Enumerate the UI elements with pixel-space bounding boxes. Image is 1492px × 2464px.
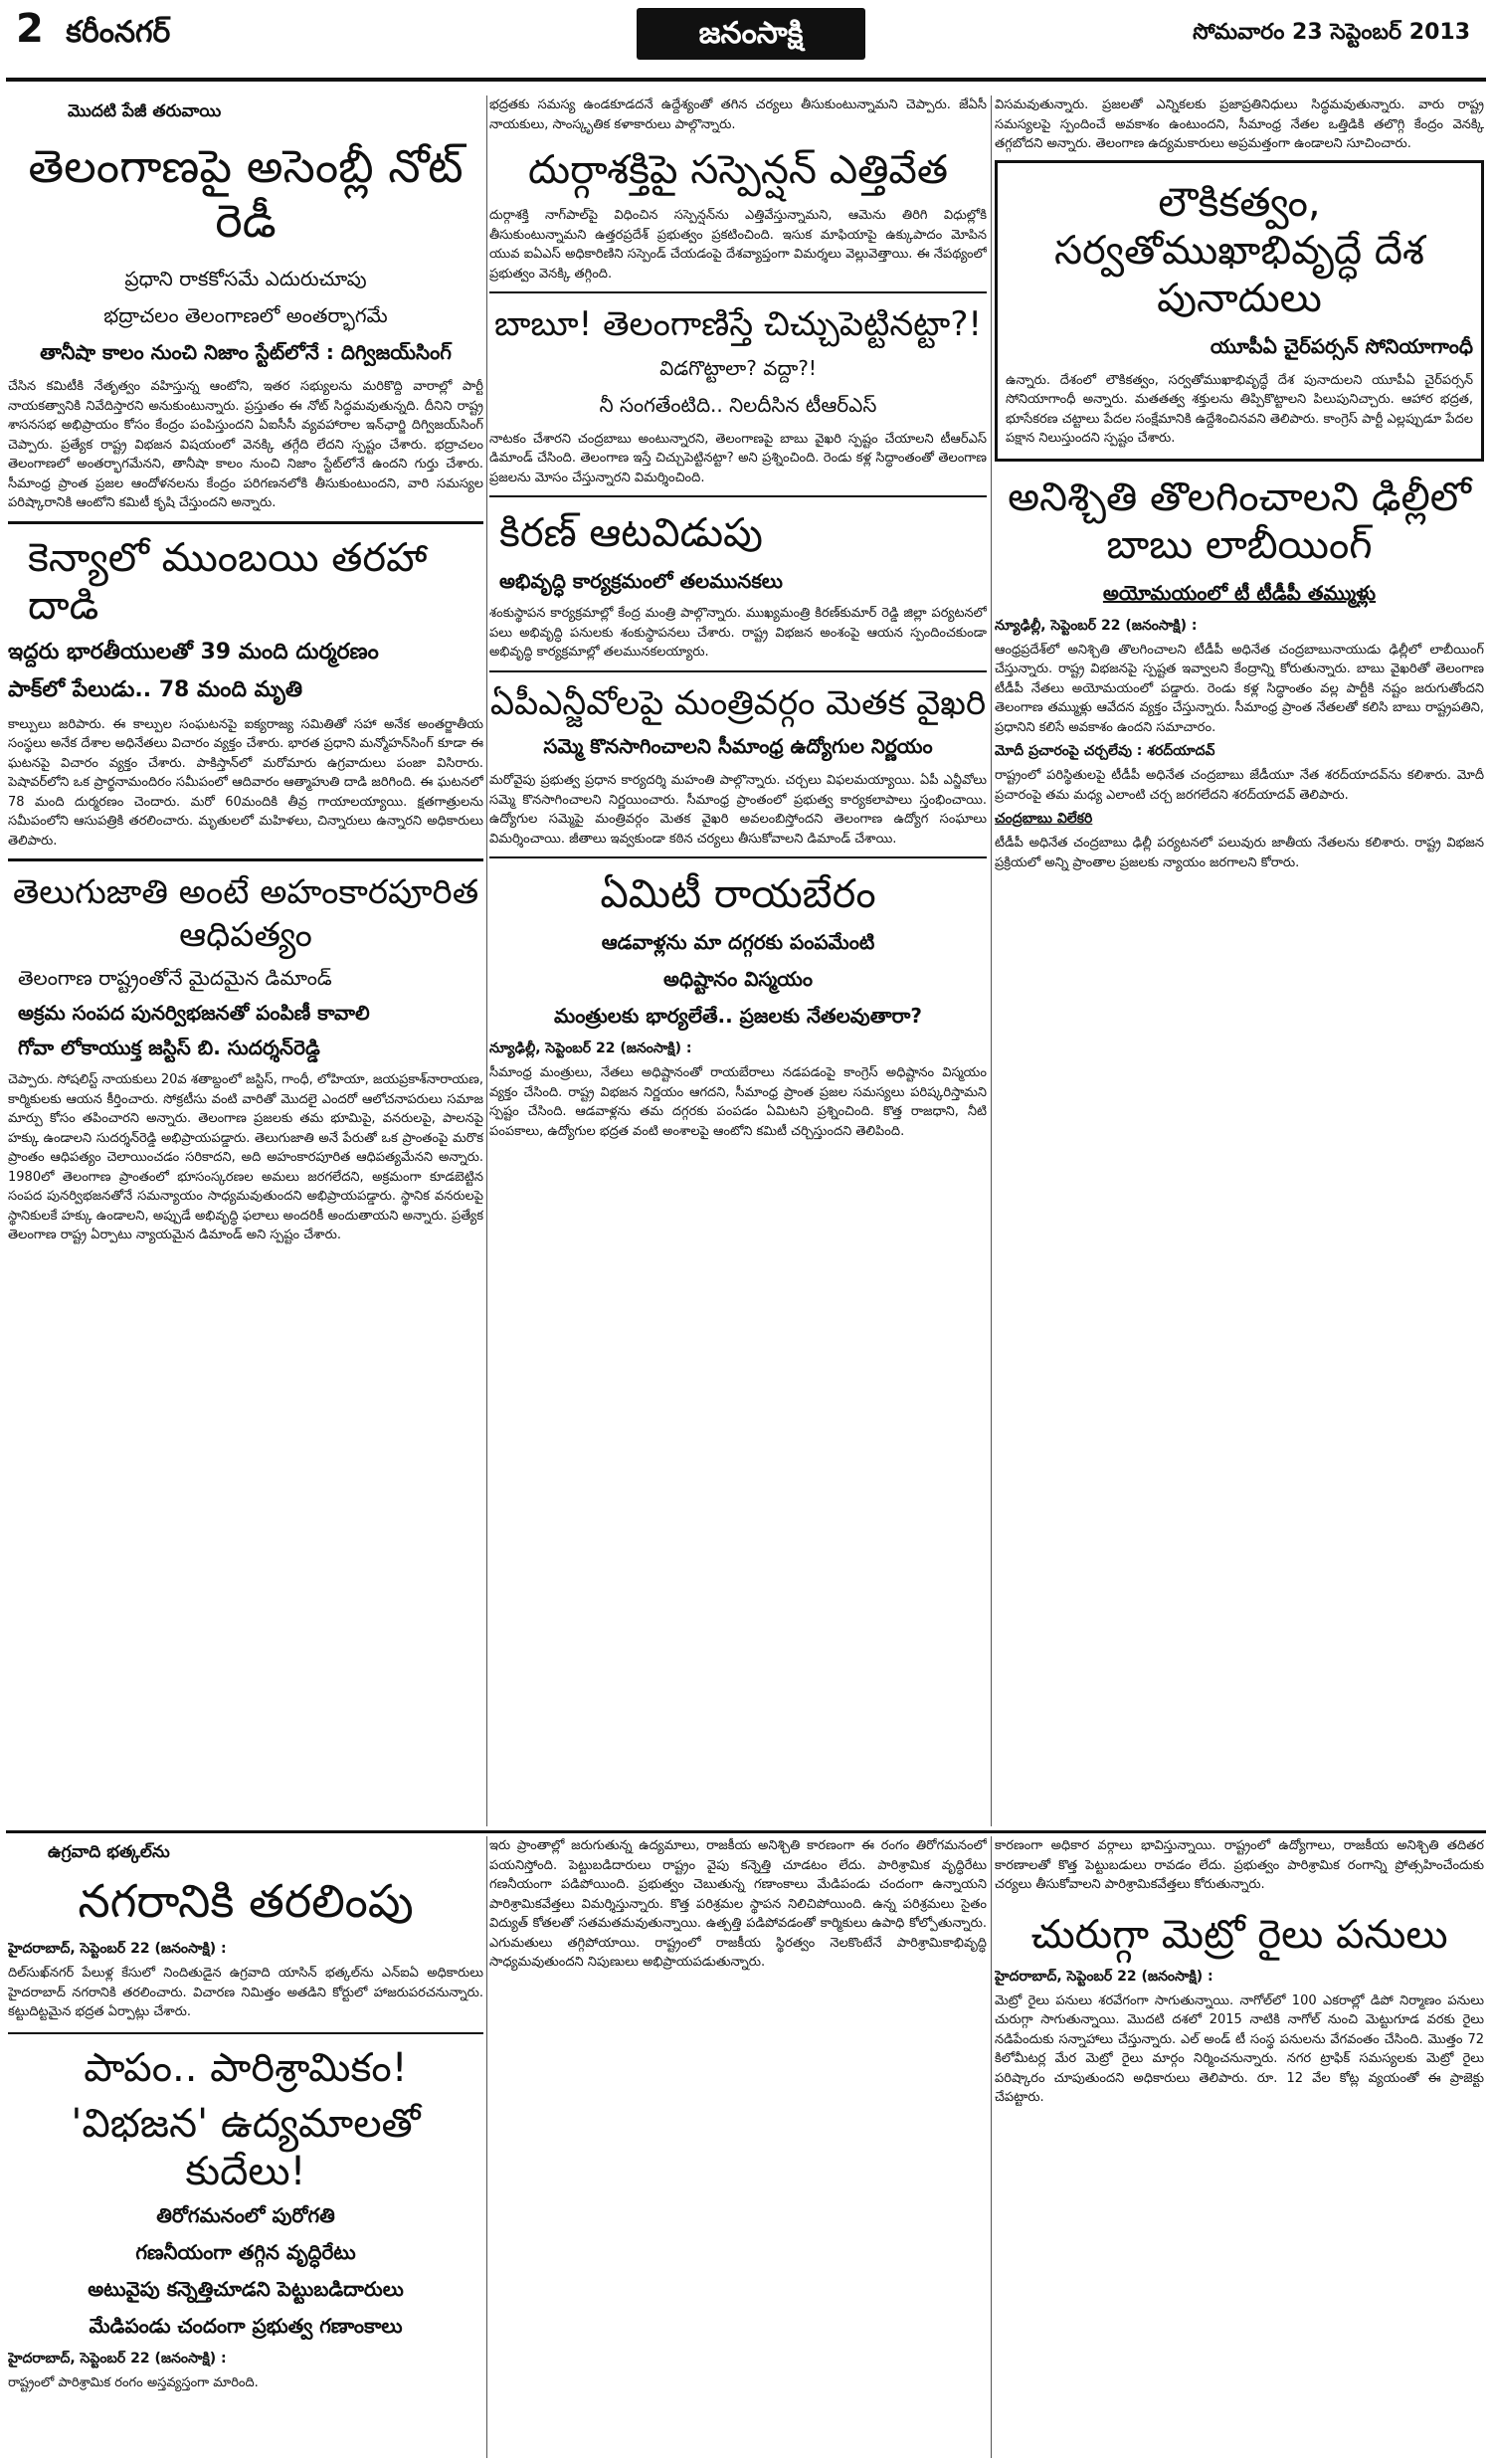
left-column [8, 95, 483, 1826]
article-body: మెట్రో రైలు పనులు శరవేగంగా సాగుతున్నాయి. నాగోల్‌లో 100 ఎకరాల్లో డిపో నిర్మాణం పనులు చురుగ్గా సాగుతున్నాయి. మొదటి దశలో 2015 నాటికి నాగోల్ నుంచి మెట్టుగూడ వరకు రైలు నడిపేందుకు సన్నాహాలు చేస్తున్నారు. ఎల్ అండ్ టీ సంస్థ పనులను వేగవంతం చేసింది. మొత్తం 72 కిలోమీటర్ల మేర మెట్రో రైలు మార్గం నిర్మించనున్నారు. నగర ట్రాఫిక్ సమస్యలకు మెట్రో రైలు పరిష్కారం చూపుతుందని అధికారులు తెలిపారు. రూ. 12 వేల కోట్ల వ్యయంతో ఈ ప్రాజెక్టు చేపట్టారు. [995, 1992, 1484, 2105]
article-body: కారణంగా అధికార వర్గాలు భావిస్తున్నాయి. రాష్ట్రంలో ఉద్యోగాలు, రాజకీయ అనిశ్చితి తదితర కారణాలతో కొత్త పెట్టుబడులు రావడం లేదు. ప్రభుత్వం పారిశ్రామిక రంగాన్ని ప్రోత్సహించేందుకు చర్యలు తీసుకోవాలని పారిశ్రామికవేత్తలు కోరుతున్నారు. [995, 1838, 1484, 1892]
article-body: సీమాంధ్ర మంత్రులు, నేతలు అధిష్టానంతో రాయబేరాలు నడపడంపై కాంగ్రెస్ అధిష్టానం విస్మయం వ్యక్తం చేసింది. రాష్ట్ర విభజన నిర్ణయం ఆగదని, సీమాంధ్ర ప్రాంత ప్రజల సమస్యలు పరిష్కరిస్తామని స్పష్టం చేసింది. ఆడవాళ్లను తమ దగ్గరకు పంపడం ఏమిటని ప్రశ్నించింది. కొత్త రాజధాని, నీటి పంపకాలు, ఉద్యోగుల భద్రత వంటి అంశాలపై ఆంటోని కమిటీ చర్చిస్తుందని తెలిపింది. [489, 1065, 987, 1139]
article-body: శంకుస్థాపన కార్యక్రమాల్లో కేంద్ర మంత్రి పాల్గొన్నారు. ముఖ్యమంత్రి కిరణ్‌కుమార్ రెడ్డి జిల్లా పర్యటనలో పలు అభివృద్ధి పనులకు శంకుస్థాపనలు చేశారు. రాష్ట్ర విభజన అంశంపై ఆయన స్పందించకుండా అభివృద్ధి కార్యక్రమాల్లో తలమునకలయ్యారు. [489, 606, 987, 660]
issue-date: సోమవారం 23 సెప్టెంబర్ 2013 [1193, 20, 1470, 45]
section-divider [6, 1830, 1486, 1833]
dateline: హైదరాబాద్, సెప్టెంబర్ 22 (జనంసాక్షి) : [8, 1941, 227, 1958]
article-body: కాల్పులు జరిపారు. ఈ కాల్పుల సంఘటనపై ఐక్యరాజ్య సమితితో సహా అనేక అంతర్జాతీయ సంస్థలు అనేక దేశాల అధినేతలు విచారం వ్యక్తం చేశారు. భారత ప్రధాని మన్మోహన్‌సింగ్ కూడా ఈ ఘటనపై విచారం వ్యక్తం చేశారు. పాకిస్తాన్‌లో మరోమారు ఉగ్రవాదులు పంజా విసిరారు. పెషావర్‌లోని ఒక ప్రార్థనామందిరం సమీపంలో ఆదివారం ఆత్మాహుతి దాడి జరిగింది. ఈ ఘటనలో 78 మంది దుర్మరణం చెందారు. మరో 60మందికి తీవ్ర గాయాలయ్యాయి. క్షతగాత్రులను సమీపంలోని ఆసుపత్రికి తరలించారు. మృతులలో మహిళలు, చిన్నారులు ఉన్నారని అధికారులు తెలిపారు. [8, 716, 483, 849]
headline: బాబూ! తెలంగాణిస్తే చిచ్చుపెట్టినట్టా?! [493, 304, 983, 344]
headline: చురుగ్గా మెట్రో రైలు పనులు [1030, 1911, 1448, 1958]
subheadline: తానీషా కాలం నుంచి నిజాం స్టేట్‌లోనే : దిగ్విజయ్‌సింగ్ [40, 340, 452, 365]
masthead [0, 0, 1492, 86]
headline: తెలంగాణపై అసెంబ్లీ నోట్ రెడీ [28, 139, 464, 249]
column-divider [991, 1836, 992, 2458]
dateline: హైదరాబాద్, సెప్టెంబర్ 22 (జనంసాక్షి) : [995, 1968, 1213, 1985]
article-body: ఉన్నారు. దేశంలో లౌకికత్వం, సర్వతోముఖాభివృద్ధే దేశ పునాదులని యూపీఏ చైర్‌పర్సన్ సోనియాగాంధీ అన్నారు. మతతత్వ శక్తులను తిప్పికొట్టాలని పిలుపునిచ్చారు. ఆహార భద్రత, భూసేకరణ చట్టాలు పేదల సంక్షేమానికి ఉద్దేశించినవని తెలిపారు. కాంగ్రెస్ పార్టీ ఎల్లప్పుడూ పేదల పక్షాన నిలుస్తుందని స్పష్టం చేశారు. [1006, 372, 1473, 446]
headline: కిరణ్ ఆటవిడుపు [499, 510, 763, 556]
article-body: టీడీపీ అధినేత చంద్రబాబు ఢిల్లీ పర్యటనలో పలువురు జాతీయ నేతలను కలిశారు. రాష్ట్ర విభజన ప్రక్రియలో అన్ని ప్రాంతాల ప్రజలకు న్యాయం జరగాలని కోరారు. [995, 836, 1484, 870]
headline: నగరానికి తరలింపు [78, 1874, 414, 1928]
headline: అనిశ్చితి తొలగించాలని ఢిల్లీలో బాబు లాబీయింగ్ [1008, 474, 1471, 568]
kicker: ఉగ్రవాది భత్కల్‌ను [48, 1842, 170, 1862]
paper-logo: జనంసాక్షి [637, 8, 865, 60]
headline: కెన్యాలో ముంబయి తరహా దాడి [28, 534, 428, 629]
top-rule [6, 78, 1486, 82]
subheadline: మేడిపండు చందంగా ప్రభుత్వ గణాంకాలు [89, 2313, 403, 2338]
dateline: హైదరాబాద్, సెప్టెంబర్ 22 (జనంసాక్షి) : [8, 2350, 227, 2367]
subheadline: విడగొట్టాలా? వద్దా?! [659, 355, 817, 380]
article-body: చేసిన కమిటీకి నేతృత్వం వహిస్తున్న ఆంటోని, ఇతర సభ్యులను మరికొద్ది వారాల్లో పార్టీ నాయకత్వానికి నివేదిస్తారని అనుకుంటున్నారు. ప్రస్తుతం ఈ నోట్ సిద్ధమవుతున్నది. దీనిని రాష్ట్ర శాసనసభ అభిప్రాయం కోసం కేంద్రం పంపిస్తుందని ఏఐసీసీ వ్యవహారాల ఇన్‌ఛార్జి దిగ్విజయ్‌సింగ్ చెప్పారు. ప్రత్యేక రాష్ట్ర విభజన విషయంలో వెనక్కి తగ్గేది లేదని స్పష్టం చేశారు. భద్రాచలం తెలంగాణలో అంతర్భాగమేనని, తానీషా కాలం నుంచి నిజాం స్టేట్‌లోనే ఉందని గుర్తు చేశారు. సీమాంధ్ర ప్రాంత ప్రజల ఆందోళనలను కేంద్రం పరిగణనలోకి తీసుకుంటుందని, వారి సమస్యల పరిష్కారానికి ఆంటోని కమిటీ కృషి చేస్తుందని అన్నారు. [8, 379, 483, 511]
article-divider [8, 858, 483, 861]
subheadline: అభివృద్ధి కార్యక్రమంలో తలమునకలు [499, 569, 783, 593]
article-body: నాటకం చేశారని చంద్రబాబు అంటున్నారని, తెలంగాణపై బాబు వైఖరి స్పష్టం చేయాలని టీఆర్ఎస్ డిమాండ్ చేసింది. తెలంగాణ ఇస్తే చిచ్చుపెట్టినట్టా? అని ప్రశ్నించింది. రెండు కళ్ల సిద్ధాంతంతో తెలంగాణ ప్రజలను మోసం చేస్తున్నారని విమర్శించింది. [489, 431, 987, 485]
headline: దుర్గాశక్తిపై సస్పెన్షన్ ఎత్తివేత [528, 147, 948, 193]
article-divider [489, 856, 987, 858]
dateline: న్యూఢిల్లీ, సెప్టెంబర్ 22 (జనంసాక్షి) : [995, 617, 1198, 634]
subheadline: తిరోగమనంలో పురోగతి [156, 2202, 335, 2227]
subheadline: యూపీఏ చైర్‌పర్సన్ సోనియాగాంధీ [1210, 333, 1473, 358]
page-header-left [16, 6, 170, 57]
headline: పాపం.. పారిశ్రామికం! [84, 2044, 408, 2091]
dateline: న్యూఢిల్లీ, సెప్టెంబర్ 22 (జనంసాక్షి) : [489, 1041, 692, 1056]
subheadline: సమ్మె కొనసాగించాలని సీమాంధ్ర ఉద్యోగుల నిర్ణయం [543, 734, 933, 758]
article-sonia-box [995, 160, 1484, 462]
headline: 'విభజన' ఉద్యమాలతో కుదేలు! [71, 2100, 421, 2194]
headline: తెలుగుజాతి అంటే అహంకారపూరిత ఆధిపత్యం [12, 872, 479, 955]
article-body: చెప్పారు. సోషలిస్ట్ నాయకులు 20వ శతాబ్దంలో జస్టిస్, గాంధీ, లోహియా, జయప్రకాశ్‌నారాయణ, కార్మికులకు ఆయన కీర్తించారు. సోక్రటీసు వంటి వారితో మొదలై ఎందరో ఆలోచనాపరులు సమాజ మార్పు కోసం తపించారని అన్నారు. తెలంగాణ ప్రజలకు తమ భూమిపై, వనరులపై, పాలనపై హక్కు ఉండాలని సుదర్శన్‌రెడ్డి అభిప్రాయపడ్డారు. తెలుగుజాతి అనే పేరుతో ఒక ప్రాంతంపై మరొక ప్రాంతం ఆధిపత్యం చెలాయించడం సరికాదని, అది అహంకారపూరిత ఆధిపత్యమేనని అన్నారు. 1980లో తెలంగాణ ప్రాంతంలో భూసంస్కరణల అమలు జరగలేదని, అక్రమంగా కూడబెట్టిన సంపద పునర్విభజనతోనే సమన్యాయం సాధ్యమవుతుందని అభిప్రాయపడ్డారు. స్థానిక వనరులపై స్థానికులకే హక్కు ఉండాలని, అప్పుడే అభివృద్ధి ఫలాలు అందరికీ అందుతాయని అన్నారు. ప్రత్యేక తెలంగాణ రాష్ట్ర ఏర్పాటు న్యాయమైన డిమాండ్ అని స్పష్టం చేశారు. [8, 1072, 483, 1243]
subheadline: భద్రాచలం తెలంగాణలో అంతర్భాగమే [103, 303, 388, 328]
article-body: భద్రతకు సమస్య ఉండకూడదనే ఉద్దేశ్యంతో తగిన చర్యలు తీసుకుంటున్నామని చెప్పారు. జేఏసీ నాయకులు, సాంస్కృతిక కళాకారులు పాల్గొన్నారు. [489, 97, 987, 132]
column-divider [991, 95, 992, 1826]
column-divider [486, 95, 487, 1826]
column-divider [486, 1836, 487, 2458]
subheadline: అక్రమ సంపద పునర్విభజనతో పంపిణీ కావాలి [18, 1001, 370, 1026]
right-column [995, 95, 1484, 1826]
subheadline: అధిష్టానం విస్మయం [662, 967, 814, 991]
subheadline: అయోమయంలో టీ టీడీపీ తమ్ముళ్లు [1102, 580, 1377, 605]
page-number: 2 [16, 6, 44, 52]
article-divider [489, 495, 987, 497]
subheadline: గోవా లోకాయుక్త జస్టిస్ బి. సుదర్శన్‌రెడ్డి [18, 1036, 320, 1060]
middle-column [489, 95, 987, 1826]
article-body: రాష్ట్రంలో పారిశ్రామిక రంగం అస్తవ్యస్తంగా మారింది. [8, 2374, 259, 2390]
article-body: దిల్‌సుఖ్‌నగర్ పేలుళ్ల కేసులో నిందితుడైన ఉగ్రవాది యాసిన్ భత్కల్‌ను ఎన్ఐఏ అధికారులు హైదరాబాద్ నగరానికి తరలించారు. విచారణ నిమిత్తం అతడిని కోర్టులో హాజరుపరచనున్నారు. కట్టుదిట్టమైన భద్రత ఏర్పాట్లు చేశారు. [8, 1966, 483, 2020]
article-babu-lobbying [995, 474, 1484, 873]
subheadline: ఇద్దరు భారతీయులతో 39 మంది దుర్మరణం [8, 639, 379, 664]
article-body: దుర్గాశక్తి నాగ్‌పాల్‌పై విధించిన సస్పెన్షన్‌ను ఎత్తివేస్తున్నామని, ఆమెను తిరిగి విధుల్లోకి తీసుకుంటున్నామని ఉత్తరప్రదేశ్ ప్రభుత్వం ప్రకటించింది. ఇసుక మాఫియాపై ఉక్కుపాదం మోపిన యువ ఐఏఎస్ అధికారిణిని సస్పెండ్ చేయడంపై దేశవ్యాప్తంగా విమర్శలు వెల్లువెత్తాయి. ఈ నేపథ్యంలో ప్రభుత్వం వెనక్కి తగ్గింది. [489, 208, 987, 282]
article-body: ఇరు ప్రాంతాల్లో జరుగుతున్న ఉద్యమాలు, రాజకీయ అనిశ్చితి కారణంగా ఈ రంగం తిరోగమనంలో పయనిస్తోంది. పెట్టుబడిదారులు రాష్ట్రం వైపు కన్నెత్తి చూడటం లేదు. పారిశ్రామిక వృద్ధిరేటు గణనీయంగా పడిపోయింది. ప్రభుత్వం చెబుతున్న గణాంకాలు మేడిపండు చందంగా ఉన్నాయని పారిశ్రామికవేత్తలు విమర్శిస్తున్నారు. కొత్త పరిశ్రమల స్థాపన నిలిచిపోయింది. ఉన్న పరిశ్రమలు సైతం విద్యుత్ కోతలతో సతమతమవుతున్నాయి. ఉత్పత్తి పడిపోవడంతో కార్మికులు ఉపాధి కోల్పోతున్నారు. ఎగుమతులు తగ్గిపోయాయి. రాష్ట్రంలో రాజకీయ స్థిరత్వం నెలకొంటేనే పారిశ్రామికాభివృద్ధి సాధ్యమవుతుందని నిపుణులు అభిప్రాయపడుతున్నారు. [489, 1838, 987, 1970]
article-kenya-attack [8, 534, 483, 852]
article-body: రాష్ట్రంలో పరిస్థితులపై టీడీపీ అధినేత చంద్రబాబు జేడీయూ నేత శరద్‌యాదవ్‌ను కలిశారు. మోదీ ప్రచారంపై తమ మధ్య ఎలాంటి చర్చ జరగలేదని శరద్‌యాదవ్ తెలిపారు. [995, 768, 1484, 803]
bottom-middle [489, 1836, 987, 2458]
section-name: కరీంనగర్ [66, 15, 171, 50]
headline: లౌకికత్వం, సర్వతోముఖాభివృద్ధే దేశ పునాదులు [1053, 179, 1425, 321]
subheadline: తెలంగాణ రాష్ట్రంతోనే మైదమైన డిమాండ్ [18, 966, 332, 991]
article-body: ఆంధ్రప్రదేశ్‌లో అనిశ్చితి తొలగించాలని టీడీపీ అధినేత చంద్రబాబునాయుడు ఢిల్లీలో లాబీయింగ్ చేస్తున్నారు. రాష్ట్ర విభజనపై స్పష్టత ఇవ్వాలని కేంద్రాన్ని కోరుతున్నారు. బాబు వైఖరితో తెలంగాణ టీడీపీ నేతలు అయోమయంలో పడ్డారు. రెండు కళ్ల సిద్ధాంతం వల్ల పార్టీకి నష్టం జరుగుతోందని తెలంగాణ తమ్ముళ్లు ఆవేదన వ్యక్తం చేస్తున్నారు. సీమాంధ్ర ప్రాంత నేతలతో కలిసి బాబు రాష్ట్రపతిని, ప్రధానిని కలిసే అవకాశం ఉందని సమాచారం. [995, 642, 1484, 735]
headline: ఏపీఎన్జీవోలపై మంత్రివర్గం మెతక వైఖరి [489, 682, 987, 723]
subheadline: పాక్‌లో పేలుడు.. 78 మంది మృతి [8, 676, 303, 702]
subheadline: ప్రధాని రాకకోసమే ఎదురుచూపు [124, 267, 367, 291]
article-body: విసమవుతున్నారు. ప్రజలతో ఎన్నికలకు ప్రజాప్రతినిధులు సిద్ధమవుతున్నారు. వారు రాష్ట్ర సమస్యలపై స్పందించే అవకాశం ఉంటుందని, సీమాంధ్ర నేతల ఒత్తిడికి తలొగ్గి కేంద్రం వెనక్కి తగ్గబోదని అన్నారు. తెలంగాణ ఉద్యమకారులు అప్రమత్తంగా ఉండాలని సూచించారు. [995, 97, 1484, 151]
headline: ఏమిటీ రాయబేరం [600, 871, 876, 917]
article-body: మరోవైపు ప్రభుత్వ ప్రధాన కార్యదర్శి మహంతి పాల్గొన్నారు. చర్చలు విఫలమయ్యాయి. ఏపీ ఎన్జీవోలు సమ్మె కొనసాగించాలని నిర్ణయించారు. సీమాంధ్ర ప్రాంతంలో ప్రభుత్వ కార్యకలాపాలు స్తంభించాయి. ఉద్యోగుల సమ్మెపై మంత్రివర్గం మెతక వైఖరి అవలంబిస్తోందని తెలంగాణ ఉద్యోగ సంఘాలు విమర్శించాయి. జీతాలు ఇవ్వకుండా కఠిన చర్యలు తీసుకోవాలని డిమాండ్ చేశాయి. [489, 773, 987, 847]
bottom-left [8, 1836, 483, 2458]
subheadline: అటువైపు కన్నెత్తిచూడని పెట్టుబడిదారులు [88, 2276, 404, 2301]
section-subheading: చంద్రబాబు విలేకరి [995, 811, 1093, 827]
article-divider [489, 291, 987, 293]
subheadline: నీ సంగతేంటిది.. నిలదీసిన టీఆర్ఎస్ [599, 392, 877, 417]
bottom-right [995, 1836, 1484, 2458]
subheadline: గణనీయంగా తగ్గిన వృద్ధిరేటు [135, 2239, 356, 2264]
subheadline: ఆడవాళ్లను మా దగ్గరకు పంపమేంటి [601, 930, 875, 954]
article-telugu-jati [8, 871, 483, 1245]
article-divider [8, 521, 483, 524]
kicker: మొదటి పేజీ తరువాయి [68, 101, 222, 121]
article-assembly-note [8, 101, 483, 513]
article-divider [8, 2032, 483, 2034]
article-divider [489, 670, 987, 672]
section-subheading: మోదీ ప్రచారంపై చర్చలేవు : శరద్‌యాదవ్ [995, 743, 1215, 759]
subheadline: మంత్రులకు భార్యలేతే.. ప్రజలకు నేతలవుతారా? [554, 1004, 922, 1028]
